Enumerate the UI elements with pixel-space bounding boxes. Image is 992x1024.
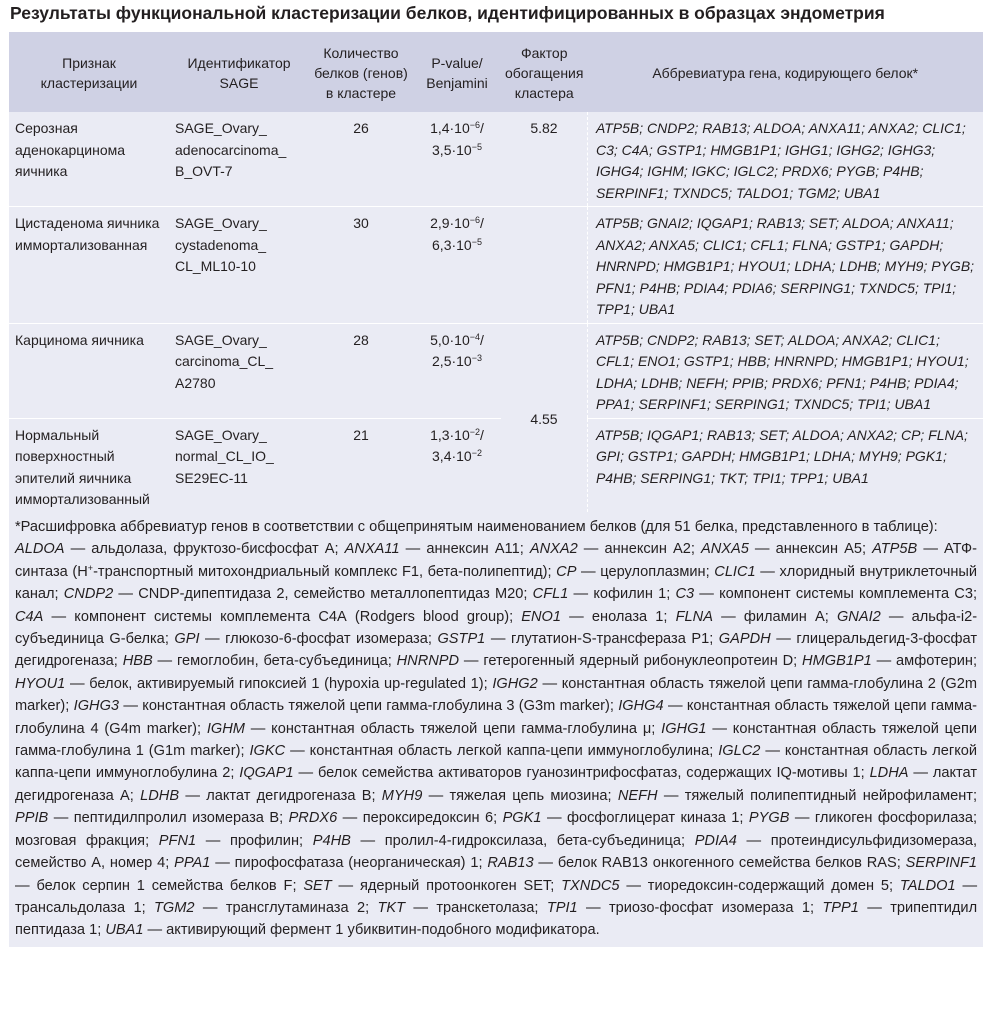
footnote-gene: LDHA: [869, 765, 909, 782]
footnote-desc: гликоген фосфорилаза; мозговая фракция: [15, 810, 978, 849]
footnote-gene: TXNDC5: [561, 877, 620, 894]
footnote-gene: LDHB: [140, 787, 180, 804]
table-title: Результаты функциональной кластеризации белков, идентифицированных в образцах эндометрия: [10, 3, 885, 23]
footnote-desc: гетерогенный ядерный рибонуклеопротеин D: [483, 653, 794, 670]
footnote-gene: P4HB: [312, 832, 351, 849]
footnote-desc: триозо-фосфат изомераза 1: [608, 899, 810, 916]
footnote-gene: PDIA4: [694, 832, 737, 849]
footnote-gene: ATP5B: [872, 541, 918, 558]
footnote-gene: IGLC2: [718, 743, 761, 760]
footnote-gene: GSTP1: [437, 631, 486, 648]
cell-pvalue: [413, 323, 501, 418]
footnote-gene: SET: [303, 877, 332, 894]
cell-factor-empty: [501, 207, 587, 324]
footnote-desc: транскетолаза: [436, 899, 535, 916]
footnote-desc: тяжелая цепь миозина: [449, 787, 608, 804]
cell-sage: SAGE_Ovary_ cystadenoma_ CL_ML10-10: [169, 207, 309, 324]
footnote-gene: CNDP2: [63, 586, 114, 603]
footnote-desc: филамин А: [743, 608, 825, 625]
footnote-desc: пероксиредоксин 6: [362, 810, 494, 827]
footnote-desc: профилин: [230, 832, 300, 849]
cell-pvalue: [413, 207, 501, 324]
footnote-desc: ядерный протоонкоген SET: [359, 877, 551, 894]
footnote-desc: трипептидил пептидаза 1: [15, 899, 978, 939]
footnote-desc: альдолаза, фруктозо-бисфосфат А: [91, 541, 335, 558]
pvalue-line: $1,3\cdot 10^{-2}/$: [430, 426, 484, 443]
results-table: [9, 32, 983, 513]
table-row: [9, 207, 983, 324]
cell-factor: 4.55: [501, 323, 587, 513]
pvalue-line: $5,0\cdot 10^{-4}/$: [430, 331, 484, 348]
footnote-gene: SERPINF1: [905, 855, 978, 872]
footnote-desc: белок, активируемый гипоксией 1 (hypoxia up-regulated 1): [89, 675, 484, 692]
footnote-desc: константная область легкой каппа-цепи иммуноглобулина 2: [15, 743, 978, 782]
footnote-gene: C4A: [15, 608, 44, 625]
exponent: −6: [469, 215, 481, 225]
footnote-desc: аннексин А2: [604, 541, 691, 558]
cell-feature: Карцинома яичника: [9, 323, 169, 418]
footnote-gene: IGHG1: [661, 720, 707, 737]
footnote-desc: лактат дегидрогеназа В: [206, 787, 372, 804]
footnote-gene: HMGB1P1: [802, 653, 872, 670]
cell-genes: ATP5B; GNAI2; IQGAP1; RAB13; SET; ALDOA; ANXA11; ANXA2; ANXA5; CLIC1; CFL1; FLNA; GSTP1; GAPDH; HNRNPD; HMGB1P1; HYOU1; LDHA; LDHB; MYH9; PYGB; PFN1; P4HB; PDIA4; PDIA6; SERPING1; TXNDC5; TPI1; TPP1; UBA1: [587, 207, 983, 324]
cell-feature: Серозная аденокарцинома яичника: [9, 112, 169, 207]
footnote-desc: пролил-4-гидроксилаза, бета-субъединица: [384, 832, 681, 849]
header-count: Количество белков (генов) в кластере: [309, 32, 413, 112]
footnote-desc: АТФ-синтаза (H+-транспортный митохондриальный комплекс F1, бета-полипептид): [15, 541, 977, 580]
footnote-desc: протеиндисульфидизомераза, семейство А, номер 4: [15, 832, 978, 872]
exponent: −6: [469, 120, 481, 130]
pvalue-line: $3,4\cdot 10^{-2}$: [432, 448, 482, 464]
cell-count: 28: [309, 323, 413, 418]
exponent: −3: [471, 353, 482, 363]
footnote-gene: HBB: [122, 653, 153, 670]
table-row: [9, 323, 983, 418]
footnote-desc: активирующий фермент 1 убиквитин-подобного модификатора: [166, 922, 596, 939]
footnote-desc: компонент системы комплемента С3: [719, 586, 973, 603]
footnote-desc: константная область тяжелой цепи гамма-глобулина 4 (G4m marker): [15, 698, 978, 737]
footnote-gene: IQGAP1: [239, 765, 294, 782]
footnote-gene: IGKC: [249, 743, 286, 760]
footnote-gene: ANXA2: [529, 541, 578, 558]
footnote-gene: PGK1: [502, 810, 542, 827]
footnote-gene: IGHM: [206, 720, 245, 737]
footnote-gene: ANXA5: [700, 541, 749, 558]
pvalue-line: $2,9\cdot 10^{-6}/$: [430, 215, 484, 231]
footnote-gene: TPP1: [822, 899, 859, 916]
cell-factor: 5.82: [501, 112, 587, 207]
footnote-gene: TALDO1: [899, 877, 956, 894]
table-row: [9, 418, 983, 513]
footnote-desc: альфа-i2-субъединица G-белка: [15, 608, 978, 648]
footnote-text: *Расшифровка аббревиатур генов в соответствии с общепринятым наименованием белков (для 51 белка, представленного в таблице): ALDOA — альдолаза, фруктозо-бисфосфат А; ANXA11 — аннексин А11; ANXA2 — аннексин А2; ANXA5 — аннексин А5; ATP5B — АТФ-синтаза (H+-транспортный митохондриальный комплекс F1, бета-полипептид); CP — церулоплазмин; CLIC1 — хлоридный внутриклеточный канал; CNDP2 — CNDP-дипептидаза 2, семейство металлопептидаз M20; CFL1 — кофилин 1; C3 — компонент системы комплемента С3; C4A — компонент системы комплемента С4А (Rodgers blood group); ENO1 — енолаза 1; FLNA — филамин А; GNAI2 — альфа-i2-субъединица G-белка; GPI — глюкозо-6-фосфат изомераза; GSTP1 — глутатион-S-трансфераза Р1; GAPDH — глицеральдегид-3-фосфат дегидрогеназа; HBB — гемоглобин, бета-субъединица; HNRNPD — гетерогенный ядерный рибонуклеопротеин D; HMGB1P1 — амфотерин; HYOU1 — белок, активируемый гипоксией 1 (hypoxia up-regulated 1); IGHG2 — константная область тяжелой цепи гамма-глобулина 2 (G2m marker); IGHG3 — константная область тяжелой цепи гамма-глобулина 3 (G3m marker); IGHG4 — константная область тяжелой цепи гамма-глобулина 4 (G4m marker); IGHM — константная область тяжелой цепи гамма-глобулина μ; IGHG1 — константная область тяжелой цепи гамма-глобулина 1 (G1m marker); IGKC — константная область легкой каппа-цепи иммуноглобулина; IGLC2 — константная область легкой каппа-цепи иммуноглобулина 2; IQGAP1 — белок семейства активаторов гуанозинтрифосфатаз, содержащих IQ-мотивы 1; LDHA — лактат дегидрогеназа А; LDHB — лактат дегидрогеназа В; MYH9 — тяжелая цепь миозина; NEFH — тяжелый полипептидный нейрофиламент; PPIB — пептидилпролил изомераза В; PRDX6 — пероксиредоксин 6; PGK1 — фосфоглицерат киназа 1; PYGB — гликоген фосфорилаза; мозговая фракция; PFN1 — профилин; P4HB — пролил-4-гидроксилаза, бета-субъединица; PDIA4 — протеиндисульфидизомераза, семейство А, номер 4; PPA1 — пирофосфатаза (неорганическая) 1; RAB13 — белок RAB13 онкогенного семейства белков RAS; SERPINF1 — белок серпин 1 семейства белков F; SET — ядерный протоонкоген SET; TXNDC5 — тиоредоксин-содержащий домен 5; TALDO1 — трансальдолаза 1; TGM2 — трансглутаминаза 2; TKT — транскетолаза; TPI1 — триозо-фосфат изомераза 1; TPP1 — трипептидил пептидаза 1; UBA1 — активирующий фермент 1 убиквитин-подобного модификатора.: [15, 519, 978, 939]
footnote-desc: хлоридный внутриклеточный канал: [15, 563, 978, 603]
footnote-desc: енолаза 1: [591, 608, 664, 625]
footnote-desc: глюкозо-6-фосфат изомераза: [225, 631, 428, 648]
footnote-gene: ALDOA: [15, 541, 65, 558]
footnote-desc: трансальдолаза 1: [15, 899, 142, 916]
cell-pvalue: [413, 112, 501, 207]
footnote-gene: GNAI2: [836, 608, 881, 625]
footnote-gene: IGHG4: [618, 698, 664, 715]
cell-genes: ATP5B; IQGAP1; RAB13; SET; ALDOA; ANXA2; CP; FLNA; GPI; GSTP1; GAPDH; HMGB1P1; LDHA; MYH9; PGK1; P4HB; SERPING1; TKT; TPI1; TPP1; UBA1: [587, 418, 983, 513]
footnote-gene: MYH9: [381, 787, 423, 804]
footnote-gene: RAB13: [487, 855, 534, 872]
footnote-desc: трансглутаминаза 2: [225, 899, 366, 916]
footnote-gene: CP: [556, 563, 577, 580]
exponent: −5: [471, 236, 482, 247]
footnote-gene: TKT: [377, 899, 406, 916]
footnote-gene: GAPDH: [718, 631, 771, 648]
footnote-intro: *Расшифровка аббревиатур генов в соответствии с общепринятым наименованием белков (для 51 белка, представленного в таблице):: [15, 519, 938, 535]
cell-count: 26: [309, 112, 413, 207]
footnote-gene: HNRNPD: [396, 653, 460, 670]
header-pvalue: P-value/ Benjamini: [413, 32, 501, 112]
cell-pvalue: [413, 418, 501, 513]
cell-feature: Нормальный поверхностный эпителий яичника иммортализованный: [9, 418, 169, 513]
footnote-desc: константная область тяжелой цепи гамма-глобулина 3 (G3m marker): [142, 698, 610, 715]
pvalue-line: $2,5\cdot 10^{-3}$: [432, 353, 482, 369]
footnote-gene: PPIB: [15, 810, 49, 827]
footnote-gene: ANXA11: [344, 541, 400, 558]
table-header-row: [9, 32, 983, 112]
footnote-gene: TPI1: [546, 899, 578, 916]
footnote-desc: компонент системы комплемента С4А (Rodgers blood group): [74, 608, 510, 625]
header-factor: Фактор обогащения кластера: [501, 32, 587, 112]
footnote-gene: IGHG3: [73, 698, 120, 715]
footnote-desc: амфотерин: [896, 653, 973, 670]
cell-sage: SAGE_Ovary_ normal_CL_IO_ SE29EC-11: [169, 418, 309, 513]
cell-count: 21: [309, 418, 413, 513]
footnote-desc: лактат дегидрогеназа А: [15, 765, 978, 804]
footnote-gene: PRDX6: [288, 810, 338, 827]
cell-sage: SAGE_Ovary_ adenocarcinoma_ B_OVT-7: [169, 112, 309, 207]
footnote-desc: пептидилпролил изомераза В: [73, 810, 280, 827]
footnote-gene: PYGB: [748, 810, 790, 827]
footnote-desc: глутатион-S-трансфераза Р1: [510, 631, 710, 648]
footnote-gene: ENO1: [521, 608, 562, 625]
footnote-desc: пирофосфатаза (неорганическая) 1: [234, 855, 479, 872]
footnote-gene: CLIC1: [714, 563, 756, 580]
exponent: −5: [471, 141, 482, 152]
footnote-desc: константная область легкой каппа-цепи иммуноглобулина: [309, 743, 710, 760]
footnote-gene: C3: [675, 586, 695, 603]
footnote-gene: PFN1: [158, 832, 197, 849]
footnote-desc: церулоплазмин: [600, 563, 706, 580]
exponent: −2: [469, 426, 481, 437]
cell-feature: Цистаденома яичника иммортализованная: [9, 207, 169, 324]
footnote-desc: фосфоглицерат киназа 1: [566, 810, 740, 827]
header-genes: Аббревиатура гена, кодирующего белок*: [587, 32, 983, 112]
cell-sage: SAGE_Ovary_ carcinoma_CL_ A2780: [169, 323, 309, 418]
footnote-gene: CFL1: [532, 586, 569, 603]
footnote-gene: HYOU1: [15, 675, 66, 692]
footnote-desc: тиоредоксин-содержащий домен 5: [647, 877, 890, 894]
footnote-desc: аннексин А11: [426, 541, 520, 558]
footnote: [9, 512, 983, 947]
footnote-desc: константная область тяжелой цепи гамма-глобулина μ: [271, 720, 652, 737]
footnote-desc: CNDP-дипептидаза 2, семейство металлопептидаз M20: [138, 586, 524, 603]
footnote-gene: UBA1: [105, 922, 144, 939]
footnote-desc: аннексин А5: [775, 541, 862, 558]
footnote-gene: GPI: [174, 631, 200, 648]
footnote-desc: белок серпин 1 семейства белков F: [36, 877, 293, 894]
footnote-gene: IGHG2: [492, 675, 538, 692]
header-sage: Идентификатор SAGE: [169, 32, 309, 112]
footnote-desc: тяжелый полипептидный нейрофиламент: [684, 787, 973, 804]
exponent: −2: [471, 448, 482, 458]
pvalue-line: $1,4\cdot 10^{-6}/$: [430, 120, 484, 136]
pvalue-line: $6,3\cdot 10^{-5}$: [432, 236, 482, 253]
footnote-desc: глицеральдегид-3-фосфат дегидрогеназа: [15, 631, 978, 670]
footnote-gene: FLNA: [675, 608, 713, 625]
cell-genes: ATP5B; CNDP2; RAB13; ALDOA; ANXA11; ANXA2; CLIC1; C3; C4A; GSTP1; HMGB1P1; IGHG1; IGHG2; IGHG3; IGHG4; IGHM; IGKC; IGLC2; PRDX6; PYGB; P4HB; SERPINF1; TXNDC5; TALDO1; TGM2; UBA1: [587, 112, 983, 207]
table-row: [9, 112, 983, 207]
footnote-desc: гемоглобин, бета-субъединица: [176, 653, 388, 670]
footnote-desc: белок RAB13 онкогенного семейства белков RAS: [557, 855, 897, 872]
footnote-gene: NEFH: [617, 787, 658, 804]
pvalue-line: $3,5\cdot 10^{-5}$: [432, 141, 482, 158]
footnote-gene: PPA1: [174, 855, 211, 872]
exponent: −4: [469, 331, 481, 342]
cell-genes: ATP5B; CNDP2; RAB13; SET; ALDOA; ANXA2; CLIC1; CFL1; ENO1; GSTP1; HBB; HNRNPD; HMGB1P1; HYOU1; LDHA; LDHB; NEFH; PPIB; PRDX6; PFN1; P4HB; PDIA4; PPA1; SERPINF1; SERPING1; TXNDC5; TPI1; UBA1: [587, 323, 983, 418]
footnote-desc: константная область тяжелой цепи гамма-глобулина 1 (G1m marker): [15, 720, 978, 760]
footnote-gene: TGM2: [154, 899, 195, 916]
cell-count: 30: [309, 207, 413, 324]
footnote-desc: константная область тяжелой цепи гамма-глобулина 2 (G2m marker): [15, 675, 978, 715]
footnote-desc: кофилин 1: [593, 586, 667, 603]
header-feature: Признак кластеризации: [9, 32, 169, 112]
footnote-desc: белок семейства активаторов гуанозинтрифосфатаз, содержащих IQ-мотивы 1: [317, 765, 861, 782]
